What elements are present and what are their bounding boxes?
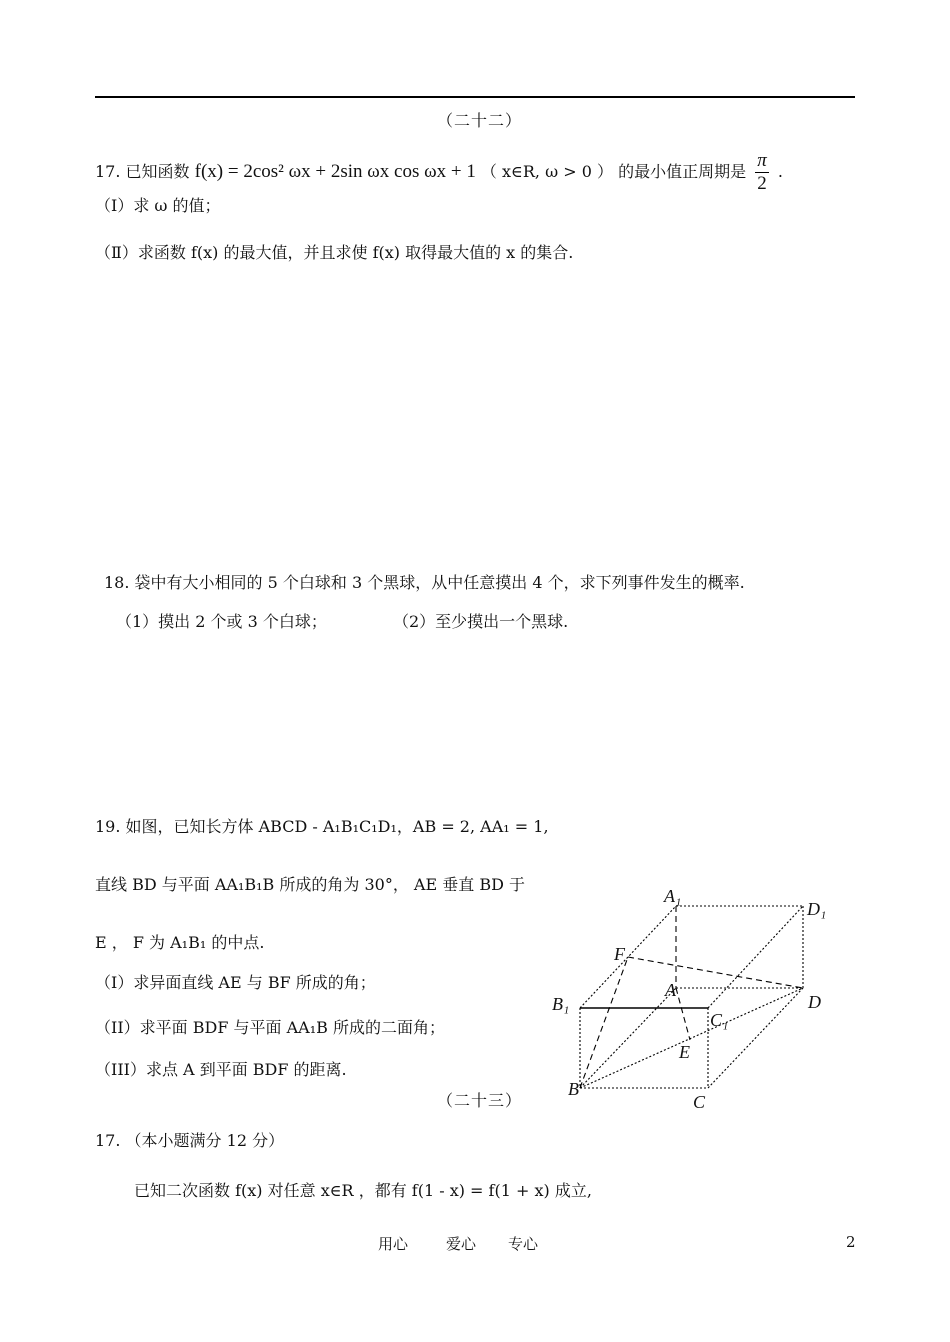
edge-c-d [708,988,803,1088]
page-number: 2 [846,1233,856,1251]
section-title-23: （二十三） [437,1091,523,1110]
q19-line2: 直线 BD 与平面 AA₁B₁B 所成的角为 30°， AE 垂直 BD 于 [95,875,525,894]
label-a: A [665,980,676,1000]
q17b-header [95,1128,284,1151]
q17a-cond: （ x∈R, ω > 0 ） [480,162,613,181]
edge-c1-d1 [708,906,803,1008]
segment-ba [580,988,676,1088]
q17a-func: f(x) = 2cos² ωx + 2sin ωx cos ωx + 1 [194,161,476,182]
segment-bf [580,957,628,1088]
q17b-note: （本小题满分 12 分） [125,1131,285,1150]
segment-fd [628,957,803,988]
footer-left: 用心 [378,1235,409,1253]
label-d: D [808,992,821,1012]
segment-ae [676,988,690,1040]
q17a-num: 17. [95,162,121,181]
label-e: E [679,1042,690,1062]
q18-text: 18. 袋中有大小相同的 5 个白球和 3 个黑球，从中任意摸出 4 个，求下列事件发生的概率. [104,573,745,592]
q19-part1: （I）求异面直线 AE 与 BF 所成的角； [95,973,376,992]
label-a1: A₁ [664,886,682,906]
q17a-line [95,150,783,195]
q18-part2: （2）至少摸出一个黑球. [393,612,569,631]
q19-line1: 19. 如图，已知长方体 ABCD - A₁B₁C₁D₁，AB = 2, AA₁ = 1, [95,817,549,836]
footer-right: 专心 [508,1235,539,1253]
q18-part1: （1）摸出 2 个或 3 个白球； [116,612,327,631]
q17a-part1: （Ⅰ）求 ω 的值； [95,196,221,215]
label-f: F [614,944,625,964]
label-c: C [693,1092,706,1112]
label-c1: C₁ [710,1010,729,1030]
fraction-denominator: 2 [757,173,767,194]
footer-mid: 爱心 [446,1235,477,1253]
q19-line3: E ， F 为 A₁B₁ 的中点. [95,933,265,952]
q17a-intro: 已知函数 [125,162,190,181]
q19-part2: （II）求平面 BDF 与平面 AA₁B 所成的二面角； [95,1018,445,1037]
fraction-numerator: π [757,150,767,171]
label-b1: B₁ [552,994,570,1014]
cuboid-figure [548,880,838,1120]
section-title-22: （二十二） [437,111,523,130]
q17b-num: 17. [95,1131,121,1150]
q17a-part2: （Ⅱ）求函数 f(x) 的最大值，并且求使 f(x) 取得最大值的 x 的集合. [95,243,574,262]
header-rule [95,96,855,98]
q17a-tail: 的最小值正周期是 [618,162,747,181]
q17a-end: . [777,162,783,181]
q17a-fraction [755,150,769,195]
q17b-text: 已知二次函数 f(x) 对任意 x∈R ，都有 f(1 - x) = f(1 + x) 成立, [134,1181,592,1200]
label-d1: D₁ [807,899,827,919]
segment-bd [580,988,803,1088]
q19-part3: （III）求点 A 到平面 BDF 的距离. [95,1060,347,1079]
label-b: B [568,1079,579,1099]
